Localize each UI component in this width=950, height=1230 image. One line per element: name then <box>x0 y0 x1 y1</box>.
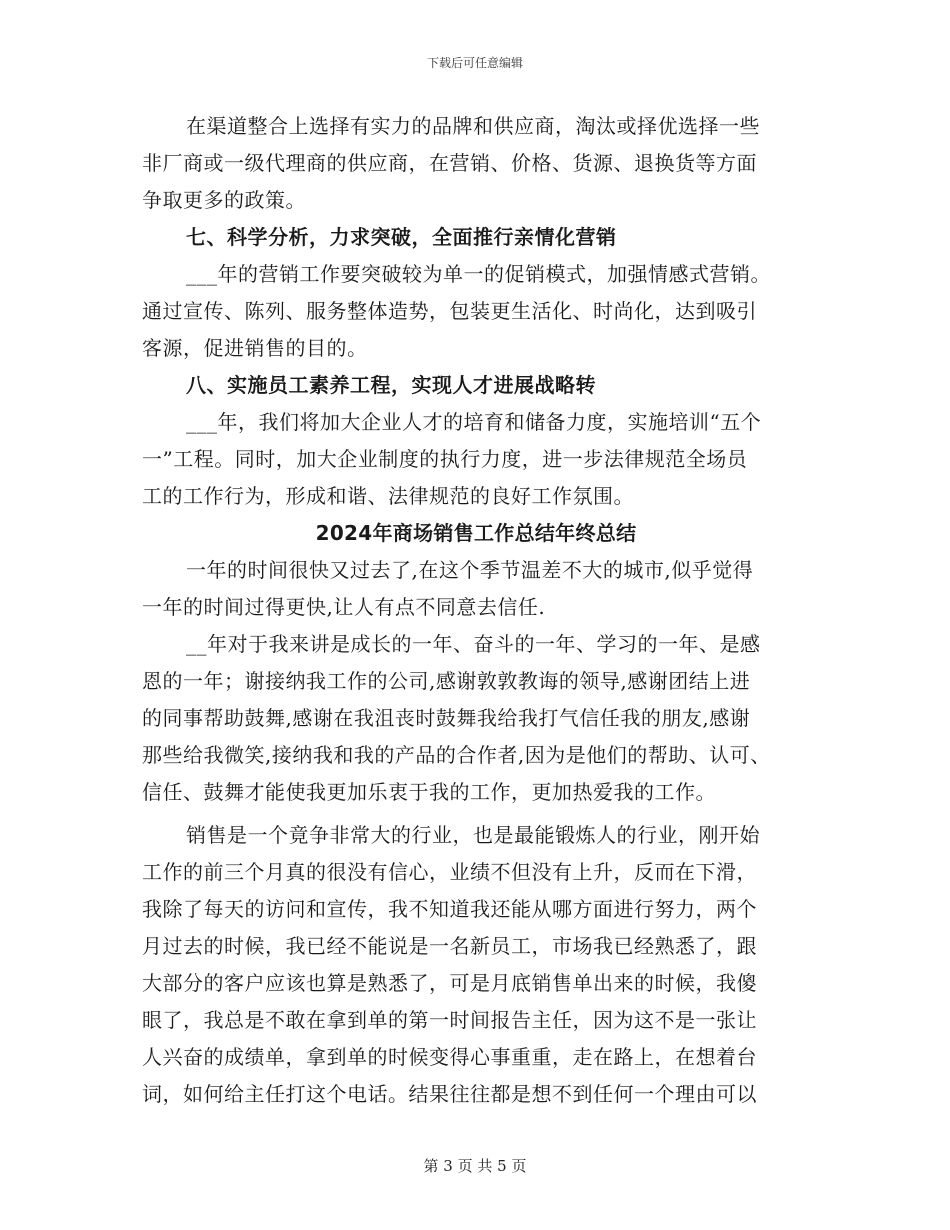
section-heading-7: 七、科学分析，力求突破，全面推行亲情化营销 <box>186 225 617 249</box>
paragraph-line: 词，如何给主任打这个电话。结果往往都是想不到任何一个理由可以 <box>142 1082 757 1106</box>
paragraph-line: 眼了，我总是不敢在拿到单的第一时间报告主任，因为这不是一张让 <box>142 1008 757 1032</box>
document-body <box>142 108 810 1113</box>
paragraph-line: 一年的时间很快又过去了,在这个季节温差不大的城市,似乎觉得 <box>186 558 754 582</box>
paragraph-line: 那些给我微笑,接纳我和我的产品的合作者,因为是他们的帮助、认可、 <box>142 743 771 767</box>
paragraph-line: ___年的营销工作要突破较为单一的促销模式，加强情感式营销。 <box>186 262 771 286</box>
paragraph-line: 月过去的时候，我已经不能说是一名新员工，市场我已经熟悉了，跟 <box>142 934 757 958</box>
section-heading-8: 八、实施员工素养工程，实现人才进展战略转 <box>186 373 596 397</box>
paragraph-line: 工作的前三个月真的很没有信心，业绩不但没有上升，反而在下滑， <box>142 860 757 884</box>
paragraph-line: 非厂商或一级代理商的供应商，在营销、价格、货源、退换货等方面 <box>142 151 757 175</box>
paragraph-line: 的同事帮助鼓舞,感谢在我沮丧时鼓舞我给我打气信任我的朋友,感谢 <box>142 706 751 730</box>
paragraph-line: 一年的时间过得更快,让人有点不同意去信任. <box>142 595 546 619</box>
paragraph-line: __年对于我来讲是成长的一年、奋斗的一年、学习的一年、是感 <box>186 632 761 656</box>
paragraph-line: 销售是一个竟争非常大的行业，也是最能锻炼人的行业，刚开始 <box>186 823 760 847</box>
document-title: 2024年商场销售工作总结年终总结 <box>315 521 637 545</box>
paragraph-line: 在渠道整合上选择有实力的品牌和供应商，淘汰或择优选择一些 <box>186 114 760 138</box>
paragraph-line: 信任、鼓舞才能使我更加乐衷于我的工作，更加热爱我的工作。 <box>142 780 716 804</box>
paragraph-line: 我除了每天的访问和宣传，我不知道我还能从哪方面进行努力，两个 <box>142 897 757 921</box>
paragraph-line: 通过宣传、陈列、服务整体造势，包装更生活化、时尚化，达到吸引 <box>142 299 757 323</box>
paragraph-line: 争取更多的政策。 <box>142 188 306 212</box>
paragraph-line: 人兴奋的成绩单，拿到单的时候变得心事重重，走在路上，在想着台 <box>142 1045 757 1069</box>
paragraph-line: 一”工程。同时，加大企业制度的执行力度，进一步法律规范全场员 <box>142 447 748 471</box>
page-number: 第 3 页 共 5 页 <box>423 1157 527 1175</box>
paragraph-line: 恩的一年；谢接纳我工作的公司,感谢敦敦教诲的领导,感谢团结上进 <box>142 669 751 693</box>
paragraph-line: 工的工作行为，形成和谐、法律规范的良好工作氛围。 <box>142 484 634 508</box>
paragraph-line: 客源，促进销售的目的。 <box>142 336 368 360</box>
paragraph-line: 大部分的客户应该也算是熟悉了，可是月底销售单出来的时候，我傻 <box>142 971 757 995</box>
paragraph-line: ___年，我们将加大企业人才的培育和储备力度，实施培训“五个 <box>186 410 762 434</box>
header-note: 下载后可任意编辑 <box>426 56 523 70</box>
